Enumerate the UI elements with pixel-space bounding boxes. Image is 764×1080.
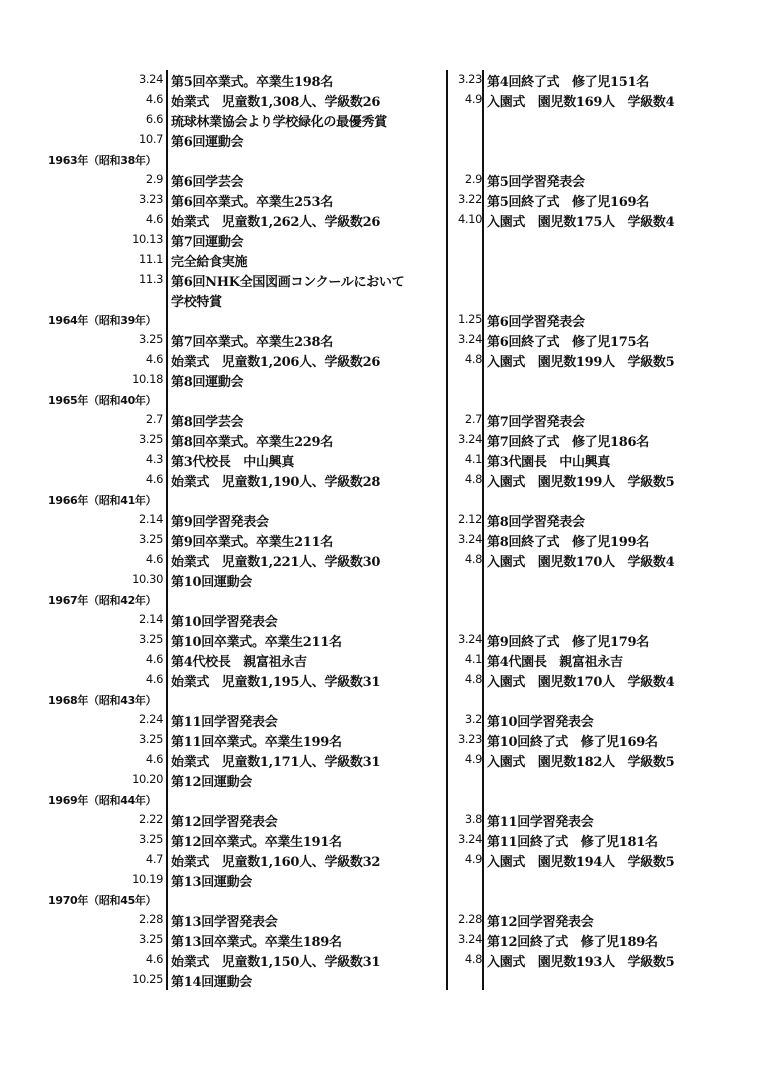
school-event-date: 4.3	[145, 452, 163, 466]
table-row	[0, 610, 764, 630]
year-heading: 1970年（昭和45年）	[48, 894, 157, 907]
table-row	[0, 90, 764, 110]
school-event-date: 10.25	[132, 972, 163, 986]
table-row	[0, 530, 764, 550]
kindergarten-event-text: 第4代園長 親富祖永吉	[487, 655, 623, 670]
school-event-date: 2.9	[145, 172, 163, 186]
kindergarten-event-text: 第7回学習発表会	[487, 415, 585, 430]
kindergarten-event-date: 2.9	[464, 172, 482, 186]
school-event-text: 第10回運動会	[171, 575, 252, 590]
school-event-date: 2.14	[138, 612, 163, 626]
kindergarten-event-text: 入園式 園児数194人 学級数5	[487, 855, 675, 870]
school-event-date: 4.6	[145, 652, 163, 666]
kindergarten-event-date: 2.28	[457, 912, 482, 926]
kindergarten-event-text: 入園式 園児数193人 学級数5	[487, 955, 675, 970]
school-event-text: 第6回卒業式。卒業生253名	[171, 195, 333, 210]
table-row	[0, 350, 764, 370]
kindergarten-event-date: 4.10	[457, 212, 482, 226]
school-event-text: 第12回運動会	[171, 775, 252, 790]
table-row	[0, 290, 764, 310]
kindergarten-event-date: 2.12	[457, 512, 482, 526]
school-event-text: 始業式 児童数1,262人、学級数26	[171, 215, 381, 230]
table-row	[0, 950, 764, 970]
kindergarten-event-date: 2.7	[464, 412, 482, 426]
school-event-text: 第7回運動会	[171, 235, 244, 250]
kindergarten-event-date: 3.8	[464, 812, 482, 826]
school-event-text: 第6回学芸会	[171, 175, 244, 190]
kindergarten-event-date: 3.24	[457, 832, 482, 846]
kindergarten-event-text: 第12回学習発表会	[487, 915, 594, 930]
school-event-date: 3.25	[138, 932, 163, 946]
table-row	[0, 250, 764, 270]
table-row	[0, 730, 764, 750]
school-event-date: 3.25	[138, 432, 163, 446]
kindergarten-event-text: 第10回学習発表会	[487, 715, 594, 730]
kindergarten-event-text: 第6回終了式 修了児175名	[487, 335, 649, 350]
school-event-text: 始業式 児童数1,160人、学級数32	[171, 855, 381, 870]
year-row	[0, 890, 764, 910]
kindergarten-event-text: 第5回学習発表会	[487, 175, 585, 190]
kindergarten-event-text: 第11回終了式 修了児181名	[487, 835, 658, 850]
kindergarten-event-date: 3.24	[457, 332, 482, 346]
table-row	[0, 370, 764, 390]
kindergarten-event-text: 入園式 園児数182人 学級数5	[487, 755, 675, 770]
year-row	[0, 310, 764, 330]
kindergarten-event-date: 3.24	[457, 932, 482, 946]
table-row	[0, 70, 764, 90]
table-row	[0, 330, 764, 350]
kindergarten-event-text: 第5回終了式 修了児169名	[487, 195, 649, 210]
kindergarten-event-text: 第4回終了式 修了児151名	[487, 75, 649, 90]
year-row	[0, 150, 764, 170]
year-row	[0, 490, 764, 510]
table-row	[0, 450, 764, 470]
table-row	[0, 270, 764, 290]
table-row	[0, 970, 764, 990]
kindergarten-event-date: 4.9	[464, 852, 482, 866]
school-event-date: 10.13	[132, 232, 163, 246]
school-event-text: 第8回卒業式。卒業生229名	[171, 435, 333, 450]
table-row	[0, 430, 764, 450]
year-heading: 1965年（昭和40年）	[48, 394, 157, 407]
kindergarten-event-text: 第6回学習発表会	[487, 315, 585, 330]
school-event-text: 第3代校長 中山興真	[171, 455, 295, 470]
kindergarten-event-date: 3.22	[457, 192, 482, 206]
school-event-text: 第12回卒業式。卒業生191名	[171, 835, 342, 850]
table-row	[0, 550, 764, 570]
kindergarten-event-date: 4.8	[464, 672, 482, 686]
table-row	[0, 650, 764, 670]
table-row	[0, 670, 764, 690]
kindergarten-event-date: 4.1	[464, 652, 482, 666]
school-event-text: 第9回学習発表会	[171, 515, 269, 530]
school-event-date: 4.6	[145, 752, 163, 766]
kindergarten-event-date: 4.8	[464, 952, 482, 966]
school-event-text: 第11回卒業式。卒業生199名	[171, 735, 342, 750]
kindergarten-event-date: 3.2	[464, 712, 482, 726]
table-row	[0, 470, 764, 490]
year-row	[0, 690, 764, 710]
kindergarten-event-text: 入園式 園児数175人 学級数4	[487, 215, 675, 230]
school-event-text: 第7回卒業式。卒業生238名	[171, 335, 333, 350]
table-row	[0, 750, 764, 770]
kindergarten-event-date: 4.8	[464, 352, 482, 366]
table-row	[0, 830, 764, 850]
school-event-text: 第4代校長 親富祖永吉	[171, 655, 307, 670]
kindergarten-event-text: 第8回学習発表会	[487, 515, 585, 530]
school-event-text: 第8回学芸会	[171, 415, 244, 430]
school-event-date: 3.25	[138, 632, 163, 646]
table-row	[0, 510, 764, 530]
school-event-text: 第6回運動会	[171, 135, 244, 150]
table-row	[0, 110, 764, 130]
table-row	[0, 910, 764, 930]
school-event-text: 第10回卒業式。卒業生211名	[171, 635, 342, 650]
kindergarten-event-date: 4.9	[464, 752, 482, 766]
school-event-date: 3.25	[138, 732, 163, 746]
school-event-date: 3.23	[138, 192, 163, 206]
school-event-date: 3.25	[138, 532, 163, 546]
school-event-text: 完全給食実施	[171, 255, 248, 270]
kindergarten-event-text: 第9回終了式 修了児179名	[487, 635, 649, 650]
school-event-text: 第13回運動会	[171, 875, 252, 890]
kindergarten-event-date: 4.1	[464, 452, 482, 466]
school-event-text: 始業式 児童数1,308人、学級数26	[171, 95, 381, 110]
school-event-text: 第9回卒業式。卒業生211名	[171, 535, 333, 550]
kindergarten-event-date: 4.8	[464, 472, 482, 486]
year-row	[0, 590, 764, 610]
table-row	[0, 850, 764, 870]
kindergarten-event-date: 3.24	[457, 632, 482, 646]
school-event-date: 10.20	[132, 772, 163, 786]
kindergarten-event-text: 入園式 園児数170人 学級数4	[487, 675, 675, 690]
school-event-text: 琉球林業協会より学校緑化の最優秀賞	[171, 115, 387, 130]
school-event-date: 4.7	[145, 852, 163, 866]
kindergarten-event-text: 第12回終了式 修了児189名	[487, 935, 658, 950]
table-row	[0, 930, 764, 950]
year-heading: 1967年（昭和42年）	[48, 594, 157, 607]
school-event-text: 第14回運動会	[171, 975, 252, 990]
school-event-text: 始業式 児童数1,190人、学級数28	[171, 475, 381, 490]
school-event-date: 4.6	[145, 352, 163, 366]
table-row	[0, 870, 764, 890]
school-event-text: 始業式 児童数1,150人、学級数31	[171, 955, 381, 970]
school-event-date: 4.6	[145, 672, 163, 686]
school-event-date: 11.1	[138, 252, 163, 266]
table-row	[0, 770, 764, 790]
school-event-date: 4.6	[145, 212, 163, 226]
chronology-table	[0, 70, 764, 990]
school-event-date: 2.28	[138, 912, 163, 926]
kindergarten-event-text: 第3代園長 中山興真	[487, 455, 611, 470]
kindergarten-event-text: 入園式 園児数199人 学級数5	[487, 355, 675, 370]
school-event-text: 始業式 児童数1,221人、学級数30	[171, 555, 381, 570]
school-event-text: 第13回学習発表会	[171, 915, 278, 930]
school-event-text: 第6回NHK全国図画コンクールにおいて	[171, 275, 405, 290]
school-event-text: 第13回卒業式。卒業生189名	[171, 935, 342, 950]
kindergarten-event-text: 第11回学習発表会	[487, 815, 594, 830]
school-event-text: 学校特賞	[171, 295, 222, 310]
kindergarten-event-date: 1.25	[457, 312, 482, 326]
school-event-date: 4.6	[145, 552, 163, 566]
table-row	[0, 410, 764, 430]
school-event-text: 始業式 児童数1,171人、学級数31	[171, 755, 381, 770]
school-event-text: 始業式 児童数1,206人、学級数26	[171, 355, 381, 370]
table-row	[0, 170, 764, 190]
kindergarten-event-text: 入園式 園児数199人 学級数5	[487, 475, 675, 490]
table-row	[0, 230, 764, 250]
kindergarten-event-date: 3.23	[457, 732, 482, 746]
school-event-text: 始業式 児童数1,195人、学級数31	[171, 675, 381, 690]
year-row	[0, 390, 764, 410]
kindergarten-event-date: 3.24	[457, 532, 482, 546]
school-event-date: 6.6	[145, 112, 163, 126]
school-event-date: 3.25	[138, 832, 163, 846]
kindergarten-event-text: 入園式 園児数169人 学級数4	[487, 95, 675, 110]
school-event-date: 2.24	[138, 712, 163, 726]
school-event-date: 2.14	[138, 512, 163, 526]
kindergarten-event-date: 4.9	[464, 92, 482, 106]
school-event-date: 2.7	[145, 412, 163, 426]
school-event-date: 10.19	[132, 872, 163, 886]
school-event-text: 第5回卒業式。卒業生198名	[171, 75, 333, 90]
school-event-date: 2.22	[138, 812, 163, 826]
school-event-date: 10.18	[132, 372, 163, 386]
table-row	[0, 810, 764, 830]
school-event-text: 第10回学習発表会	[171, 615, 278, 630]
school-event-date: 4.6	[145, 472, 163, 486]
kindergarten-event-text: 入園式 園児数170人 学級数4	[487, 555, 675, 570]
year-heading: 1966年（昭和41年）	[48, 494, 157, 507]
school-event-text: 第11回学習発表会	[171, 715, 278, 730]
table-row	[0, 210, 764, 230]
year-heading: 1963年（昭和38年）	[48, 154, 157, 167]
kindergarten-event-date: 3.24	[457, 432, 482, 446]
school-event-date: 4.6	[145, 92, 163, 106]
kindergarten-event-date: 3.23	[457, 72, 482, 86]
table-row	[0, 190, 764, 210]
kindergarten-event-text: 第8回終了式 修了児199名	[487, 535, 649, 550]
year-heading: 1969年（昭和44年）	[48, 794, 157, 807]
school-event-text: 第8回運動会	[171, 375, 244, 390]
table-row	[0, 630, 764, 650]
table-row	[0, 710, 764, 730]
table-row	[0, 130, 764, 150]
kindergarten-event-text: 第10回終了式 修了児169名	[487, 735, 658, 750]
kindergarten-event-text: 第7回終了式 修了児186名	[487, 435, 649, 450]
school-event-date: 4.6	[145, 952, 163, 966]
year-row	[0, 790, 764, 810]
school-event-date: 3.24	[138, 72, 163, 86]
school-event-date: 10.7	[138, 132, 163, 146]
school-event-text: 第12回学習発表会	[171, 815, 278, 830]
year-heading: 1968年（昭和43年）	[48, 694, 157, 707]
school-event-date: 3.25	[138, 332, 163, 346]
year-heading: 1964年（昭和39年）	[48, 314, 157, 327]
school-event-date: 10.30	[132, 572, 163, 586]
school-event-date: 11.3	[138, 272, 163, 286]
kindergarten-event-date: 4.8	[464, 552, 482, 566]
table-row	[0, 570, 764, 590]
